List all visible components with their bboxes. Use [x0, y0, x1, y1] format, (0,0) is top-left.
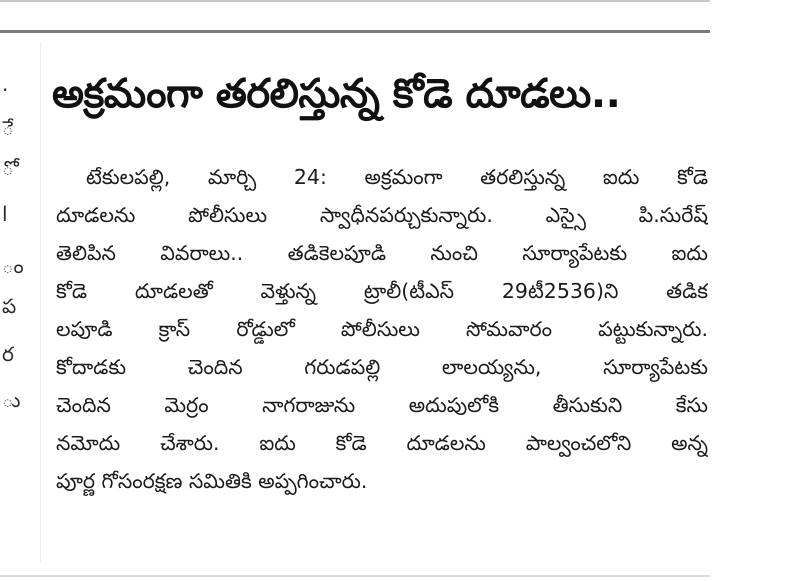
adjacent-fragment: . — [2, 72, 9, 96]
adjacent-column-fragments — [0, 60, 24, 430]
article-body — [56, 158, 708, 500]
column-divider — [40, 42, 41, 562]
adjacent-fragment: l — [2, 202, 8, 226]
adjacent-fragment: ర — [2, 342, 14, 366]
article-headline: అక్రమంగా తరలిస్తున్న కోడె దూడలు.. — [52, 71, 621, 117]
article-line: చెందిన మెర్రం నాగరాజును అదుపులోకి తీసుకుని కేసు — [56, 393, 708, 417]
article-line: కోడె దూడలతో వెళ్తున్న ట్రాలీ(టీఎస్ 29టీ2536)ని తడిక — [56, 279, 708, 303]
adjacent-fragment: ప — [2, 294, 17, 318]
column-header-rule — [0, 30, 710, 33]
adjacent-fragment: ో — [2, 156, 14, 180]
article-line: టేకులపల్లి, మార్చి 24: అక్రమంగా తరలిస్తున్న ఐదు కోడె — [86, 165, 708, 189]
article-line: పూర్ణ గోసంరక్షణ సమితికి అప్పగించారు. — [56, 469, 368, 493]
article-line: నమోదు చేశారు. ఐదు కోడె దూడలను పాల్వంచలోని అన్న — [56, 431, 708, 455]
article-line: తెలిపిన వివరాలు.. తడికెలపూడి నుంచి సూర్యాపేటకు ఐదు — [56, 241, 708, 265]
article-line: కోదాడకు చెందిన గరుడపల్లి లాలయ్యను, సూర్యాపేటకు — [56, 355, 708, 379]
article-line: లపూడి క్రాస్ రోడ్డులో పోలీసులు సోమవారం పట్టుకున్నారు. — [56, 317, 708, 341]
article-line: దూడలను పోలీసులు స్వాధీనపర్చుకున్నారు. ఎస్సై పి.సురేష్ — [56, 203, 708, 227]
adjacent-fragment: ం — [2, 254, 24, 278]
top-rule — [0, 0, 710, 2]
adjacent-fragment: ు — [2, 388, 21, 412]
bottom-rule — [0, 575, 710, 577]
adjacent-fragment: ే — [2, 116, 14, 140]
